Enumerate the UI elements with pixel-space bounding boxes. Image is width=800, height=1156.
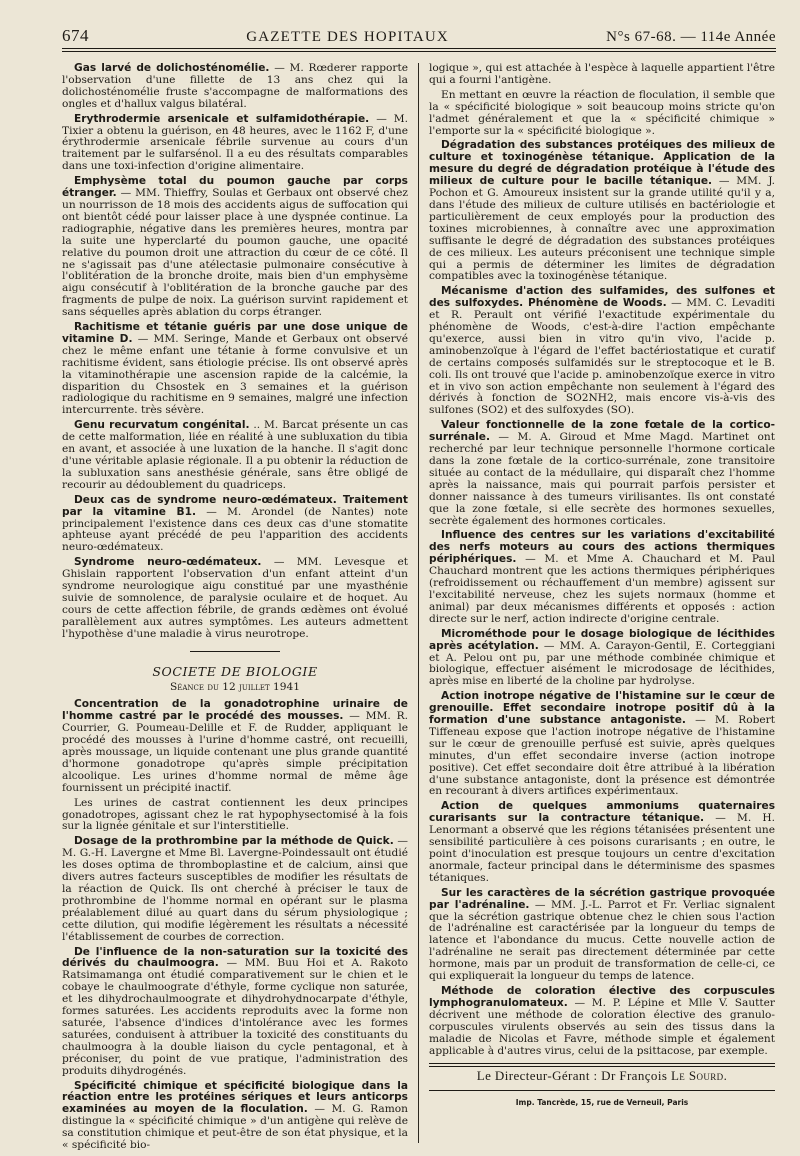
article-body: — MM. Thieffry, Soulas et Gerbaux ont observé chez un nourrisson de 18 mois des accidents aigus de suffocation qui ont bientôt cédé pour laisser place à une dyspnée continue. La radiographie, négative dans les premières heures, montra par la suite une hyperclarté du poumon gauche, une opacité relative du poumon droit une attraction du cœur de ce côté. Il ne s'agissait pas d'une atélectasie pulmonaire consécutive à l'oblitération de la bronche droite, mais bien d'un emphysème aigu consécutif à l'oblitération de la bronche gauche par des fragments de pulpe de noix. La guérison survint rapidement et sans séquelles après ablation du corps étranger. bbox=[62, 187, 408, 319]
article-body: — M. Rœderer rapporte l'observation d'une fillette de 13 ans chez qui la dolichosténomélie fruste s'accompagne de malformations des ongles et d'hallux valgus bilatéral. bbox=[62, 62, 409, 110]
journal-title: GAZETTE DES HOPITAUX bbox=[246, 29, 449, 45]
article bbox=[429, 801, 775, 884]
printer-rule bbox=[429, 1090, 775, 1091]
article-body: Les urines de castrat contiennent les deux principes gonadotropes, agissant chez le rat hypophysectomisé à la fois sur la lignée génitale et sur l'interstitielle. bbox=[62, 796, 408, 833]
article bbox=[62, 699, 408, 794]
footer-rule bbox=[429, 1063, 775, 1067]
article bbox=[429, 530, 775, 625]
article bbox=[62, 798, 408, 834]
article-heading: Genu recurvatum congénital. bbox=[74, 419, 250, 432]
article-heading: Valeur fonctionnelle de la zone fœtale de la cortico-surrénale. bbox=[429, 419, 775, 444]
article-heading: Sur les caractères de la sécrétion gastrique provoquée par l'adrénaline. bbox=[429, 886, 775, 911]
article bbox=[429, 63, 775, 87]
article-body: — M. H. Lenormant a observé que les régions tétanisées présentent une sensibilité particulière à ces poisons curarisants ; en outre, le point d'inoculation est presque toujours un centre d'excitation anormale, facteur principal dans le déterminisme des spasmes tétaniques. bbox=[429, 812, 775, 884]
article bbox=[429, 286, 775, 417]
article-heading: Influence des centres sur les variations d'excitabilité des nerfs moteurs au cours des actions thermiques périphériques. bbox=[429, 529, 775, 566]
article-heading: Action inotrope négative de l'histamine sur le cœur de grenouille. Effet secondaire inotrope positif dû à la formation d'une substance antagoniste. bbox=[429, 690, 775, 727]
article-body: En mettant en œuvre la réaction de floculation, il semble que la « spécificité biologique » soit beaucoup moins stricte qu'on l'admet généralement et que la « spécificité chimique » l'emporte sur la « spécificité biologique ». bbox=[429, 88, 775, 137]
article-body: — MM. R. Courrier, G. Poumeau-Delille et F. de Rudder, appliquant le procédé des mousses à l'urine d'homme castré, ont recueilli, après moussage, un liquide contenant une plus grande quantité d'hormone gonadotrope qu'après simple précipitation alcoolique. Les urines d'homme normal de même âge fournissent un précipité inactif. bbox=[62, 710, 408, 794]
article bbox=[62, 947, 408, 1078]
article-body: — MM. A. Carayon-Gentil, E. Corteggiani et A. Pelou ont pu, par une méthode combinée chimique et biologique, effectuer aisément le microdosage de lécithides, après mise en liberté de la choline par hydrolyse. bbox=[429, 639, 775, 688]
article-heading: Action de quelques ammoniums quaternaires curarisants sur la contracture tétanique. bbox=[429, 800, 775, 825]
printer-line: Imp. Tancrède, 15, rue de Verneuil, Paris bbox=[515, 1098, 689, 1108]
article-body: — M. Arondel (de Nantes) note principalement l'existence dans ces deux cas d'une stomatite aphteuse ayant précédé de peu l'apparition des accidents neuro-œdémateux. bbox=[62, 505, 408, 554]
article-body: — MM. J.-L. Parrot et Fr. Verliac signalent que la sécrétion gastrique obtenue chez le chien sous l'action de l'adrénaline est caractérisée par la longueur du temps de latence et l'abondance du mucus. Cette nouvelle action de l'adrénaline ne serait pas directement déterminée par cette hormone, mais par un produit de transformation de celle-ci, ce qui expliquerait la longueur du temps de latence. bbox=[429, 898, 775, 983]
article bbox=[429, 420, 775, 527]
article-body: — M. G. Ramon distingue la « spécificité chimique » d'un antigène qui relève de sa constitution chimique et peut-être de son état physique, et la « spécificité bio- bbox=[62, 1103, 408, 1152]
article bbox=[429, 888, 775, 983]
article-heading: Emphysème total du poumon gauche par corps étranger. bbox=[62, 175, 408, 200]
session-date: Séance du 12 juillet 1941 bbox=[170, 680, 300, 693]
article-body: — M. A. Giroud et Mme Magd. Martinet ont recherché par leur technique personnelle l'hormone corticale dans la zone fœtale de la cortico-surrénale, zone transitoire située au contact de la médullaire, qui disparaît chez l'homme après la naissance, mais qui pourrait parfois persister et donner naissance à des tumeurs virilisantes. Ils ont constaté que la zone fœtale, si elle secrète des hormones sexuelles, secrète également des hormones corticales. bbox=[429, 431, 775, 527]
article-heading: Mécanisme d'action des sulfamides, des sulfones et des sulfoxydes. Phénomène de Woods. bbox=[429, 285, 775, 310]
article-body: — M. P. Lépine et Mlle V. Sautter décrivent une méthode de coloration élective des granulo-corpuscules virulents observés au sein des tissus dans la maladie de Nicolas et Favre, méthode simple et également applicable à d'autres virus, celui de la psittacose, par exemple. bbox=[429, 996, 775, 1057]
article-body: — MM. Levesque et Ghislain rapportent l'observation d'un enfant atteint d'un syndrome neurologique aigu constitué par une myasthénie suivie de somnolence, de paralysie oculaire et de hoquet. Au cours de cette affection fébrile, de grands œdèmes ont évolué parallèlement aux autres symptômes. Les auteurs admettent l'hypothèse d'une maladie à virus neurotrope. bbox=[62, 556, 408, 640]
article bbox=[62, 557, 408, 640]
article-heading: Méthode de coloration élective des corpuscules lymphogranulomateux. bbox=[429, 984, 775, 1009]
article-body: — MM. Seringe, Mande et Gerbaux ont observé chez le même enfant une tétanie à forme convulsive et un rachitisme évident, sans étiologie précise. Ils ont observé après la vitaminothérapie une ascension rapide de la calcémie, la disparition du Chsostek en 3 semaines et la guérison radiologique du rachitisme en 9 semaines, malgré une infection intercurrente. très sévère. bbox=[62, 332, 408, 417]
section-rule bbox=[190, 651, 280, 652]
article-heading: Gas larvé de dolichosténomélie. bbox=[74, 62, 270, 74]
article-heading: Syndrome neuro-œdémateux. bbox=[74, 556, 262, 569]
issue-number: N°s 67-68. — 114e Année bbox=[606, 29, 776, 45]
article bbox=[429, 629, 775, 689]
article bbox=[62, 1081, 408, 1152]
article-body: — MM. J. Pochon et G. Amoureux insistent sur la grande utilité qu'il y a, dans l'étude des milieux de culture utilisés en bactériologie et particulièrement de ceux employés pour la production des toxines microbiennes, à connaître avec une approximation suffisante le degré de dégradation des substances protéiques de ces milieux. Les auteurs préconisent une technique simple qui a permis de déterminer les limites de dégradation compatibles avec la toxinogénèse tétanique. bbox=[429, 175, 775, 283]
article-heading: Dosage de la prothrombine par la méthode de Quick. bbox=[74, 835, 394, 848]
article bbox=[62, 63, 408, 111]
article-body: — M. G.-H. Lavergne et Mme Bl. Lavergne-Poindessault ont étudié les doses optima de thromboplastine et de calcium, ainsi que divers autres facteurs susceptibles de modifier les résultats de la réaction de Quick. Ils ont cherché à préciser le taux de prothrombine de l'homme normal en opérant sur le plasma préalablement dilué au quart dans du sérum physiologique ; cette dilution, qui modifie légèrement les résultats a nécessité l'établissement de courbes de correction. bbox=[62, 835, 408, 943]
director-name: Le Sourd. bbox=[670, 1068, 728, 1084]
left-column bbox=[62, 62, 418, 1152]
article bbox=[62, 420, 408, 491]
director-label: Le Directeur-Gérant : Dr François bbox=[476, 1068, 668, 1084]
article bbox=[429, 691, 775, 798]
article bbox=[429, 986, 775, 1057]
director-line bbox=[429, 1070, 775, 1082]
article-body: — MM. C. Levaditi et R. Perault ont vérifié l'exactitude expérimentale du phénomène de Woods, c'est-à-dire l'action empêchante qu'exerce, aussi bien in vitro qu'in vivo, l'acide p. aminobenzoïque à l'égard de l'effet bactériostatique et curatif de certains composés sulfamidés sur le streptocoque et le B. coli. Ils ont trouvé que l'acide p. aminobenzoïque exerce in vitro et in vivo son action empêchante non seulement à l'égard des dérivés à fonction de SO2NH2, mais encore vis-à-vis des sulfones (SO2) et des sulfoxydes (SO). bbox=[429, 297, 775, 417]
page-header bbox=[62, 26, 776, 49]
article-heading: Dégradation des substances protéiques des milieux de culture et toxinogénèse tétanique. Application de la mesure du degré de dégradation protéique à l'étude des milieux de culture pour le bacille tétanique. bbox=[429, 139, 775, 188]
article bbox=[62, 836, 408, 943]
text-columns bbox=[62, 62, 776, 1152]
left-articles bbox=[62, 63, 408, 641]
article bbox=[62, 114, 408, 174]
article-body: logique », qui est attachée à l'espèce à laquelle appartient l'être qui a fourni l'antigène. bbox=[429, 62, 775, 86]
right-articles bbox=[429, 63, 775, 1057]
article-heading: Rachitisme et tétanie guéris par une dose unique de vitamine D. bbox=[62, 321, 408, 345]
article-body: — M. et Mme A. Chauchard et M. Paul Chauchard montrent que les actions thermiques périphériques (refroidissement ou réchauffement d'un membre) agissent sur l'excitabilité nerveuse, chez les sujets normaux (homme et animal) par deux mécanismes différents et opposés : action directe sur le nerf, action indirecte d'origine centrale. bbox=[429, 553, 775, 625]
article-body: — M. Robert Tiffeneau expose que l'action inotrope négative de l'histamine sur le cœur de grenouille perfusé est suivie, après quelques minutes, d'un effet secondaire inverse (action inotrope positive). Cet effet secondaire doit être attribué à la libération d'une substance antagoniste, dont la présence est démontrée en recourant à divers artifices expérimentaux. bbox=[429, 714, 775, 798]
article-heading: Deux cas de syndrome neuro-œdémateux. Traitement par la vitamine B1. bbox=[62, 493, 408, 518]
article-heading: Microméthode pour le dosage biologique de lécithides après acétylation. bbox=[429, 627, 775, 652]
article bbox=[62, 176, 408, 319]
article-heading: Erythrodermie arsenicale et sulfamidothérapie. bbox=[74, 112, 370, 125]
right-column bbox=[418, 63, 775, 1143]
article bbox=[429, 90, 775, 138]
society-title: SOCIETE DE BIOLOGIE bbox=[152, 663, 318, 679]
article-body: — M. Tixier a obtenu la guérison, en 48 heures, avec le 1162 F, d'une érythrodermie arsenicale fébrile survenue au cours d'un traitement par le sulfarsénol. Il a eu des résultats comparables dans une toxi-infection d'origine alimentaire. bbox=[62, 112, 408, 173]
article-heading: Concentration de la gonadotrophine urinaire de l'homme castré par le procédé des mousses. bbox=[62, 698, 408, 723]
article-heading: Spécificité chimique et spécificité biologique dans la réaction entre les protéines sériques et leurs anticorps examinées au moyen de la floculation. bbox=[62, 1079, 408, 1116]
left-articles-biology bbox=[62, 699, 408, 1152]
article-heading: De l'influence de la non-saturation sur la toxicité des dérivés du chaulmoogra. bbox=[62, 945, 408, 970]
page-number: 674 bbox=[62, 26, 89, 45]
article bbox=[62, 322, 408, 417]
article bbox=[62, 495, 408, 555]
article-body: — MM. Buu Hoi et A. Rakoto Ratsimamanga ont étudié comparativement sur le chien et le cobaye le chaulmoograte d'éthyle, forme cyclique non saturée, et les dihydrochaulmoograte et dihydrohydnocarpate d'éthyle, formes saturées. Les accidents reproduits avec la forme non saturée, l'absence d'indices d'intolérance avec les formes saturées, conduisent à attribuer la toxicité des constituants du chaulmoogra à la double liaison du cycle pentagonal, et à préconiser, du point de vue pratique, l'administration des produits dihydrogénés. bbox=[62, 957, 408, 1077]
article-body: .. M. Barcat présente un cas de cette malformation, liée en réalité à une subluxation du tibia en avant, et associée à une luxation de la hanche. Il s'agit donc d'une véritable aplasie régionale. Il a pu obtenir la réduction de la subluxation sans anesthésie générale, sans être obligé de recourir au dédoublement du quadriceps. bbox=[62, 419, 409, 491]
article bbox=[429, 140, 775, 283]
